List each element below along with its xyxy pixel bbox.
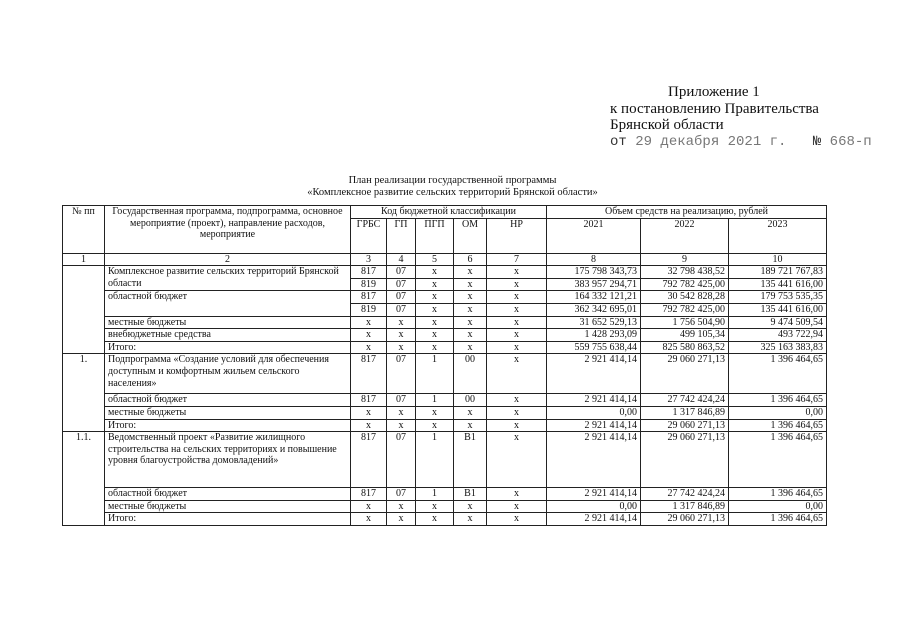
cell-grbs: х: [351, 406, 387, 419]
cell-nr: х: [487, 406, 547, 419]
cell-pgp: 1: [416, 432, 454, 488]
cell-2021: 1 428 293,09: [547, 329, 641, 342]
cell-pgp: х: [416, 341, 454, 354]
cell-gp: 07: [387, 354, 416, 394]
cell-pgp: х: [416, 329, 454, 342]
col-number: 3: [351, 253, 387, 266]
number-value: 668-п: [829, 133, 872, 150]
cell-om: В1: [454, 488, 487, 501]
cell-pgp: 1: [416, 394, 454, 407]
number-prefix: №: [812, 133, 822, 150]
cell-gp: х: [387, 500, 416, 513]
col-number: 5: [416, 253, 454, 266]
table-row: [63, 266, 827, 279]
appendix-date-line: [610, 134, 872, 151]
col-number: 1: [63, 253, 105, 266]
cell-2021: 2 921 414,14: [547, 432, 641, 488]
cell-om: 00: [454, 354, 487, 394]
cell-2021: 2 921 414,14: [547, 488, 641, 501]
cell-gp: 07: [387, 266, 416, 279]
table-row: [63, 354, 827, 394]
doc-title-line-2: «Комплексное развитие сельских территорий Брянской области»: [307, 187, 598, 198]
extrabudget-label: внебюджетные средства: [105, 329, 351, 342]
cell-nr: х: [487, 394, 547, 407]
date-prefix: от: [610, 133, 627, 150]
cell-grbs: х: [351, 513, 387, 526]
cell-grbs: 817: [351, 488, 387, 501]
cell-nr: х: [487, 303, 547, 316]
col-number: 4: [387, 253, 416, 266]
doc-title-line-1: План реализации государственной программы: [348, 175, 557, 186]
cell-2022: 29 060 271,13: [641, 354, 729, 394]
cell-om: х: [454, 291, 487, 304]
table-row: [63, 419, 827, 432]
cell-2022: 1 756 504,90: [641, 316, 729, 329]
cell-grbs: х: [351, 316, 387, 329]
cell-2021: 559 755 638,44: [547, 341, 641, 354]
cell-gp: х: [387, 341, 416, 354]
cell-2023: 135 441 616,00: [729, 278, 827, 291]
cell-gp: 07: [387, 488, 416, 501]
cell-2023: 1 396 464,65: [729, 354, 827, 394]
column-number-row: [63, 253, 827, 266]
cell-2022: 792 782 425,00: [641, 278, 729, 291]
cell-2021: 362 342 695,01: [547, 303, 641, 316]
cell-2021: 2 921 414,14: [547, 394, 641, 407]
header-name: Государственная программа, подпрограмма, основное мероприятие (проект), направление расходов, мероприятие: [105, 206, 351, 254]
cell-pgp: 1: [416, 354, 454, 394]
cell-2023: 189 721 767,83: [729, 266, 827, 279]
table-row: [63, 316, 827, 329]
cell-2023: 1 396 464,65: [729, 394, 827, 407]
cell-2022: 29 060 271,13: [641, 432, 729, 488]
table-row: [63, 500, 827, 513]
cell-om: х: [454, 316, 487, 329]
cell-2021: 164 332 121,21: [547, 291, 641, 304]
cell-pgp: х: [416, 278, 454, 291]
appendix-block: [610, 84, 872, 150]
col-number: 2: [105, 253, 351, 266]
header-om: ОМ: [454, 218, 487, 253]
cell-grbs: 817: [351, 354, 387, 394]
cell-grbs: 819: [351, 278, 387, 291]
cell-nr: х: [487, 500, 547, 513]
appendix-line-2: к постановлению Правительства: [610, 100, 819, 117]
date-value: 29 декабря 2021 г.: [635, 133, 787, 150]
cell-gp: 07: [387, 303, 416, 316]
cell-nr: х: [487, 354, 547, 394]
cell-nr: х: [487, 291, 547, 304]
cell-2023: 325 163 383,83: [729, 341, 827, 354]
cell-gp: 07: [387, 432, 416, 488]
cell-nr: х: [487, 341, 547, 354]
table-row: [63, 432, 827, 488]
table-row: [63, 341, 827, 354]
header-pgp: ПГП: [416, 218, 454, 253]
cell-nr: х: [487, 488, 547, 501]
cell-grbs: 817: [351, 291, 387, 304]
cell-om: х: [454, 500, 487, 513]
cell-pgp: х: [416, 303, 454, 316]
cell-nr: х: [487, 316, 547, 329]
table-row: [63, 329, 827, 342]
cell-nr: х: [487, 266, 547, 279]
cell-2021: 0,00: [547, 406, 641, 419]
table-row: [63, 513, 827, 526]
cell-om: х: [454, 329, 487, 342]
cell-2022: 27 742 424,24: [641, 488, 729, 501]
total-label: Итого:: [105, 341, 351, 354]
cell-2023: 1 396 464,65: [729, 488, 827, 501]
cell-2021: 0,00: [547, 500, 641, 513]
col-number: 8: [547, 253, 641, 266]
cell-2023: 1 396 464,65: [729, 432, 827, 488]
cell-om: х: [454, 341, 487, 354]
cell-gp: х: [387, 513, 416, 526]
cell-2022: 1 317 846,89: [641, 406, 729, 419]
cell-2023: 0,00: [729, 406, 827, 419]
cell-nr: х: [487, 419, 547, 432]
cell-om: х: [454, 513, 487, 526]
cell-2022: 825 580 863,52: [641, 341, 729, 354]
cell-2023: 179 753 535,35: [729, 291, 827, 304]
cell-om: х: [454, 266, 487, 279]
cell-pgp: х: [416, 406, 454, 419]
cell-2022: 30 542 828,28: [641, 291, 729, 304]
cell-2022: 29 060 271,13: [641, 513, 729, 526]
cell-nr: х: [487, 329, 547, 342]
cell-2023: 9 474 509,54: [729, 316, 827, 329]
col-number: 7: [487, 253, 547, 266]
cell-2023: 0,00: [729, 500, 827, 513]
row-num-empty: [63, 266, 105, 354]
cell-2021: 31 652 529,13: [547, 316, 641, 329]
cell-2021: 175 798 343,73: [547, 266, 641, 279]
cell-2022: 32 798 438,52: [641, 266, 729, 279]
cell-2022: 29 060 271,13: [641, 419, 729, 432]
regional-budget-label: областной бюджет: [105, 291, 351, 316]
header-2021: 2021: [547, 218, 641, 253]
total-label: Итого:: [105, 419, 351, 432]
local-budget-label: местные бюджеты: [105, 500, 351, 513]
cell-gp: 07: [387, 291, 416, 304]
cell-om: х: [454, 278, 487, 291]
header-volume: Объем средств на реализацию, рублей: [547, 206, 827, 219]
regional-budget-label: областной бюджет: [105, 488, 351, 501]
header-nr: НР: [487, 218, 547, 253]
cell-2022: 27 742 424,24: [641, 394, 729, 407]
cell-2023: 135 441 616,00: [729, 303, 827, 316]
table-row: [63, 394, 827, 407]
appendix-title: Приложение 1: [668, 84, 760, 100]
cell-gp: х: [387, 419, 416, 432]
cell-2021: 2 921 414,14: [547, 513, 641, 526]
header-grbs: ГРБС: [351, 218, 387, 253]
header-2022: 2022: [641, 218, 729, 253]
cell-gp: 07: [387, 394, 416, 407]
cell-grbs: 817: [351, 394, 387, 407]
cell-pgp: х: [416, 266, 454, 279]
col-number: 6: [454, 253, 487, 266]
cell-grbs: х: [351, 500, 387, 513]
header-budget-code: Код бюджетной классификации: [351, 206, 547, 219]
regional-budget-label: областной бюджет: [105, 394, 351, 407]
cell-2023: 1 396 464,65: [729, 513, 827, 526]
cell-nr: х: [487, 513, 547, 526]
cell-pgp: х: [416, 291, 454, 304]
appendix-line-3: Брянской области: [610, 117, 724, 133]
program-name: Комплексное развитие сельских территорий Брянской области: [105, 266, 351, 291]
plan-table: [62, 205, 827, 526]
cell-2023: 1 396 464,65: [729, 419, 827, 432]
subprogram-name: Подпрограмма «Создание условий для обеспечения доступным и комфортным жильем сельского населения»: [105, 354, 351, 394]
cell-gp: 07: [387, 278, 416, 291]
header-num: № пп: [63, 206, 105, 254]
cell-grbs: х: [351, 329, 387, 342]
cell-grbs: 819: [351, 303, 387, 316]
col-number: 10: [729, 253, 827, 266]
cell-om: х: [454, 406, 487, 419]
row-num: 1.: [63, 354, 105, 432]
cell-2023: 493 722,94: [729, 329, 827, 342]
col-number: 9: [641, 253, 729, 266]
project-name: Ведомственный проект «Развитие жилищного строительства на сельских территориях и повышение уровня благоустройства домовладений»: [105, 432, 351, 488]
total-label: Итого:: [105, 513, 351, 526]
cell-2021: 2 921 414,14: [547, 419, 641, 432]
cell-grbs: 817: [351, 266, 387, 279]
cell-2021: 2 921 414,14: [547, 354, 641, 394]
cell-nr: х: [487, 278, 547, 291]
cell-2022: 1 317 846,89: [641, 500, 729, 513]
cell-2022: 499 105,34: [641, 329, 729, 342]
cell-pgp: 1: [416, 488, 454, 501]
cell-pgp: х: [416, 316, 454, 329]
cell-2021: 383 957 294,71: [547, 278, 641, 291]
cell-grbs: х: [351, 341, 387, 354]
cell-om: х: [454, 419, 487, 432]
local-budget-label: местные бюджеты: [105, 316, 351, 329]
table-row: [63, 406, 827, 419]
cell-nr: х: [487, 432, 547, 488]
row-num: 1.1.: [63, 432, 105, 526]
cell-gp: х: [387, 316, 416, 329]
cell-pgp: х: [416, 500, 454, 513]
header-gp: ГП: [387, 218, 416, 253]
cell-om: х: [454, 303, 487, 316]
table-row: [63, 291, 827, 304]
cell-pgp: х: [416, 419, 454, 432]
cell-om: 00: [454, 394, 487, 407]
local-budget-label: местные бюджеты: [105, 406, 351, 419]
table-row: [63, 488, 827, 501]
cell-2022: 792 782 425,00: [641, 303, 729, 316]
cell-gp: х: [387, 329, 416, 342]
cell-grbs: 817: [351, 432, 387, 488]
cell-gp: х: [387, 406, 416, 419]
cell-om: В1: [454, 432, 487, 488]
header-2023: 2023: [729, 218, 827, 253]
cell-grbs: х: [351, 419, 387, 432]
cell-pgp: х: [416, 513, 454, 526]
header-row-1: [63, 206, 827, 219]
